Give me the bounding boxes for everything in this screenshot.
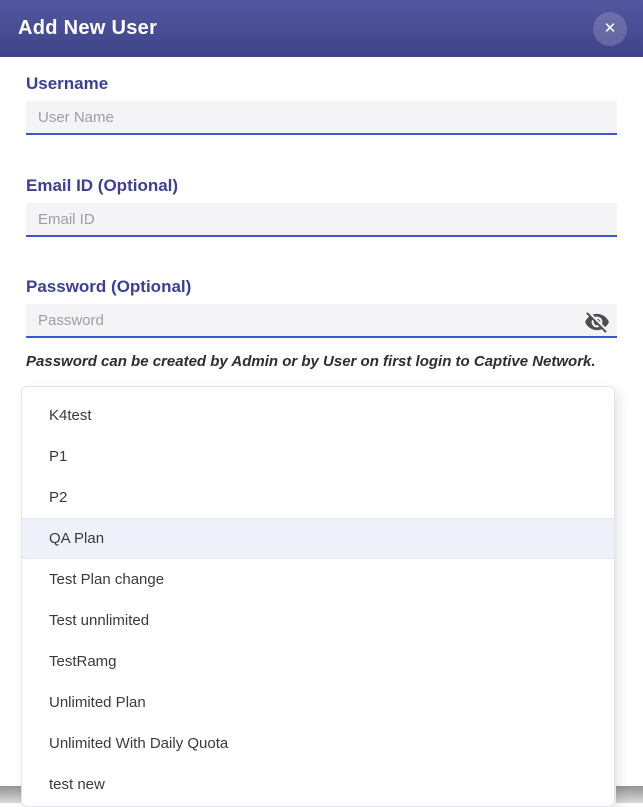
plan-dropdown-panel [21, 386, 615, 807]
background-strip-right [616, 786, 643, 803]
password-field-group [26, 277, 617, 338]
modal-header [0, 0, 643, 57]
plan-option[interactable]: K4test [49, 407, 92, 424]
close-icon: ✕ [603, 20, 617, 37]
plan-option[interactable]: Unlimited Plan [49, 694, 146, 711]
eye-off-icon [584, 309, 610, 335]
email-label: Email ID (Optional) [26, 176, 179, 195]
background-strip-left [0, 786, 21, 803]
email-field[interactable] [26, 203, 617, 237]
modal-title: Add New User [18, 17, 158, 39]
plan-option[interactable]: Unlimited With Daily Quota [49, 735, 229, 752]
password-label: Password (Optional) [26, 277, 192, 296]
password-visibility-toggle[interactable] [583, 308, 611, 336]
plan-option[interactable]: test new [49, 776, 105, 793]
username-field-group [26, 74, 617, 135]
plan-option[interactable]: Test Plan change [49, 571, 165, 588]
password-note: Password can be created by Admin or by User on first login to Captive Network. [26, 353, 596, 370]
plan-option[interactable]: TestRamg [49, 653, 117, 670]
email-field-group [26, 176, 617, 237]
username-input[interactable] [26, 101, 617, 135]
plan-option[interactable]: Test unnlimited [49, 612, 150, 629]
plan-option-selected[interactable]: QA Plan [22, 518, 614, 559]
close-button[interactable] [593, 12, 627, 46]
username-label: Username [26, 74, 109, 93]
password-input[interactable] [26, 304, 617, 338]
plan-option[interactable]: P1 [49, 448, 68, 465]
plan-option[interactable]: P2 [49, 489, 68, 506]
plan-dropdown-list [22, 387, 614, 805]
